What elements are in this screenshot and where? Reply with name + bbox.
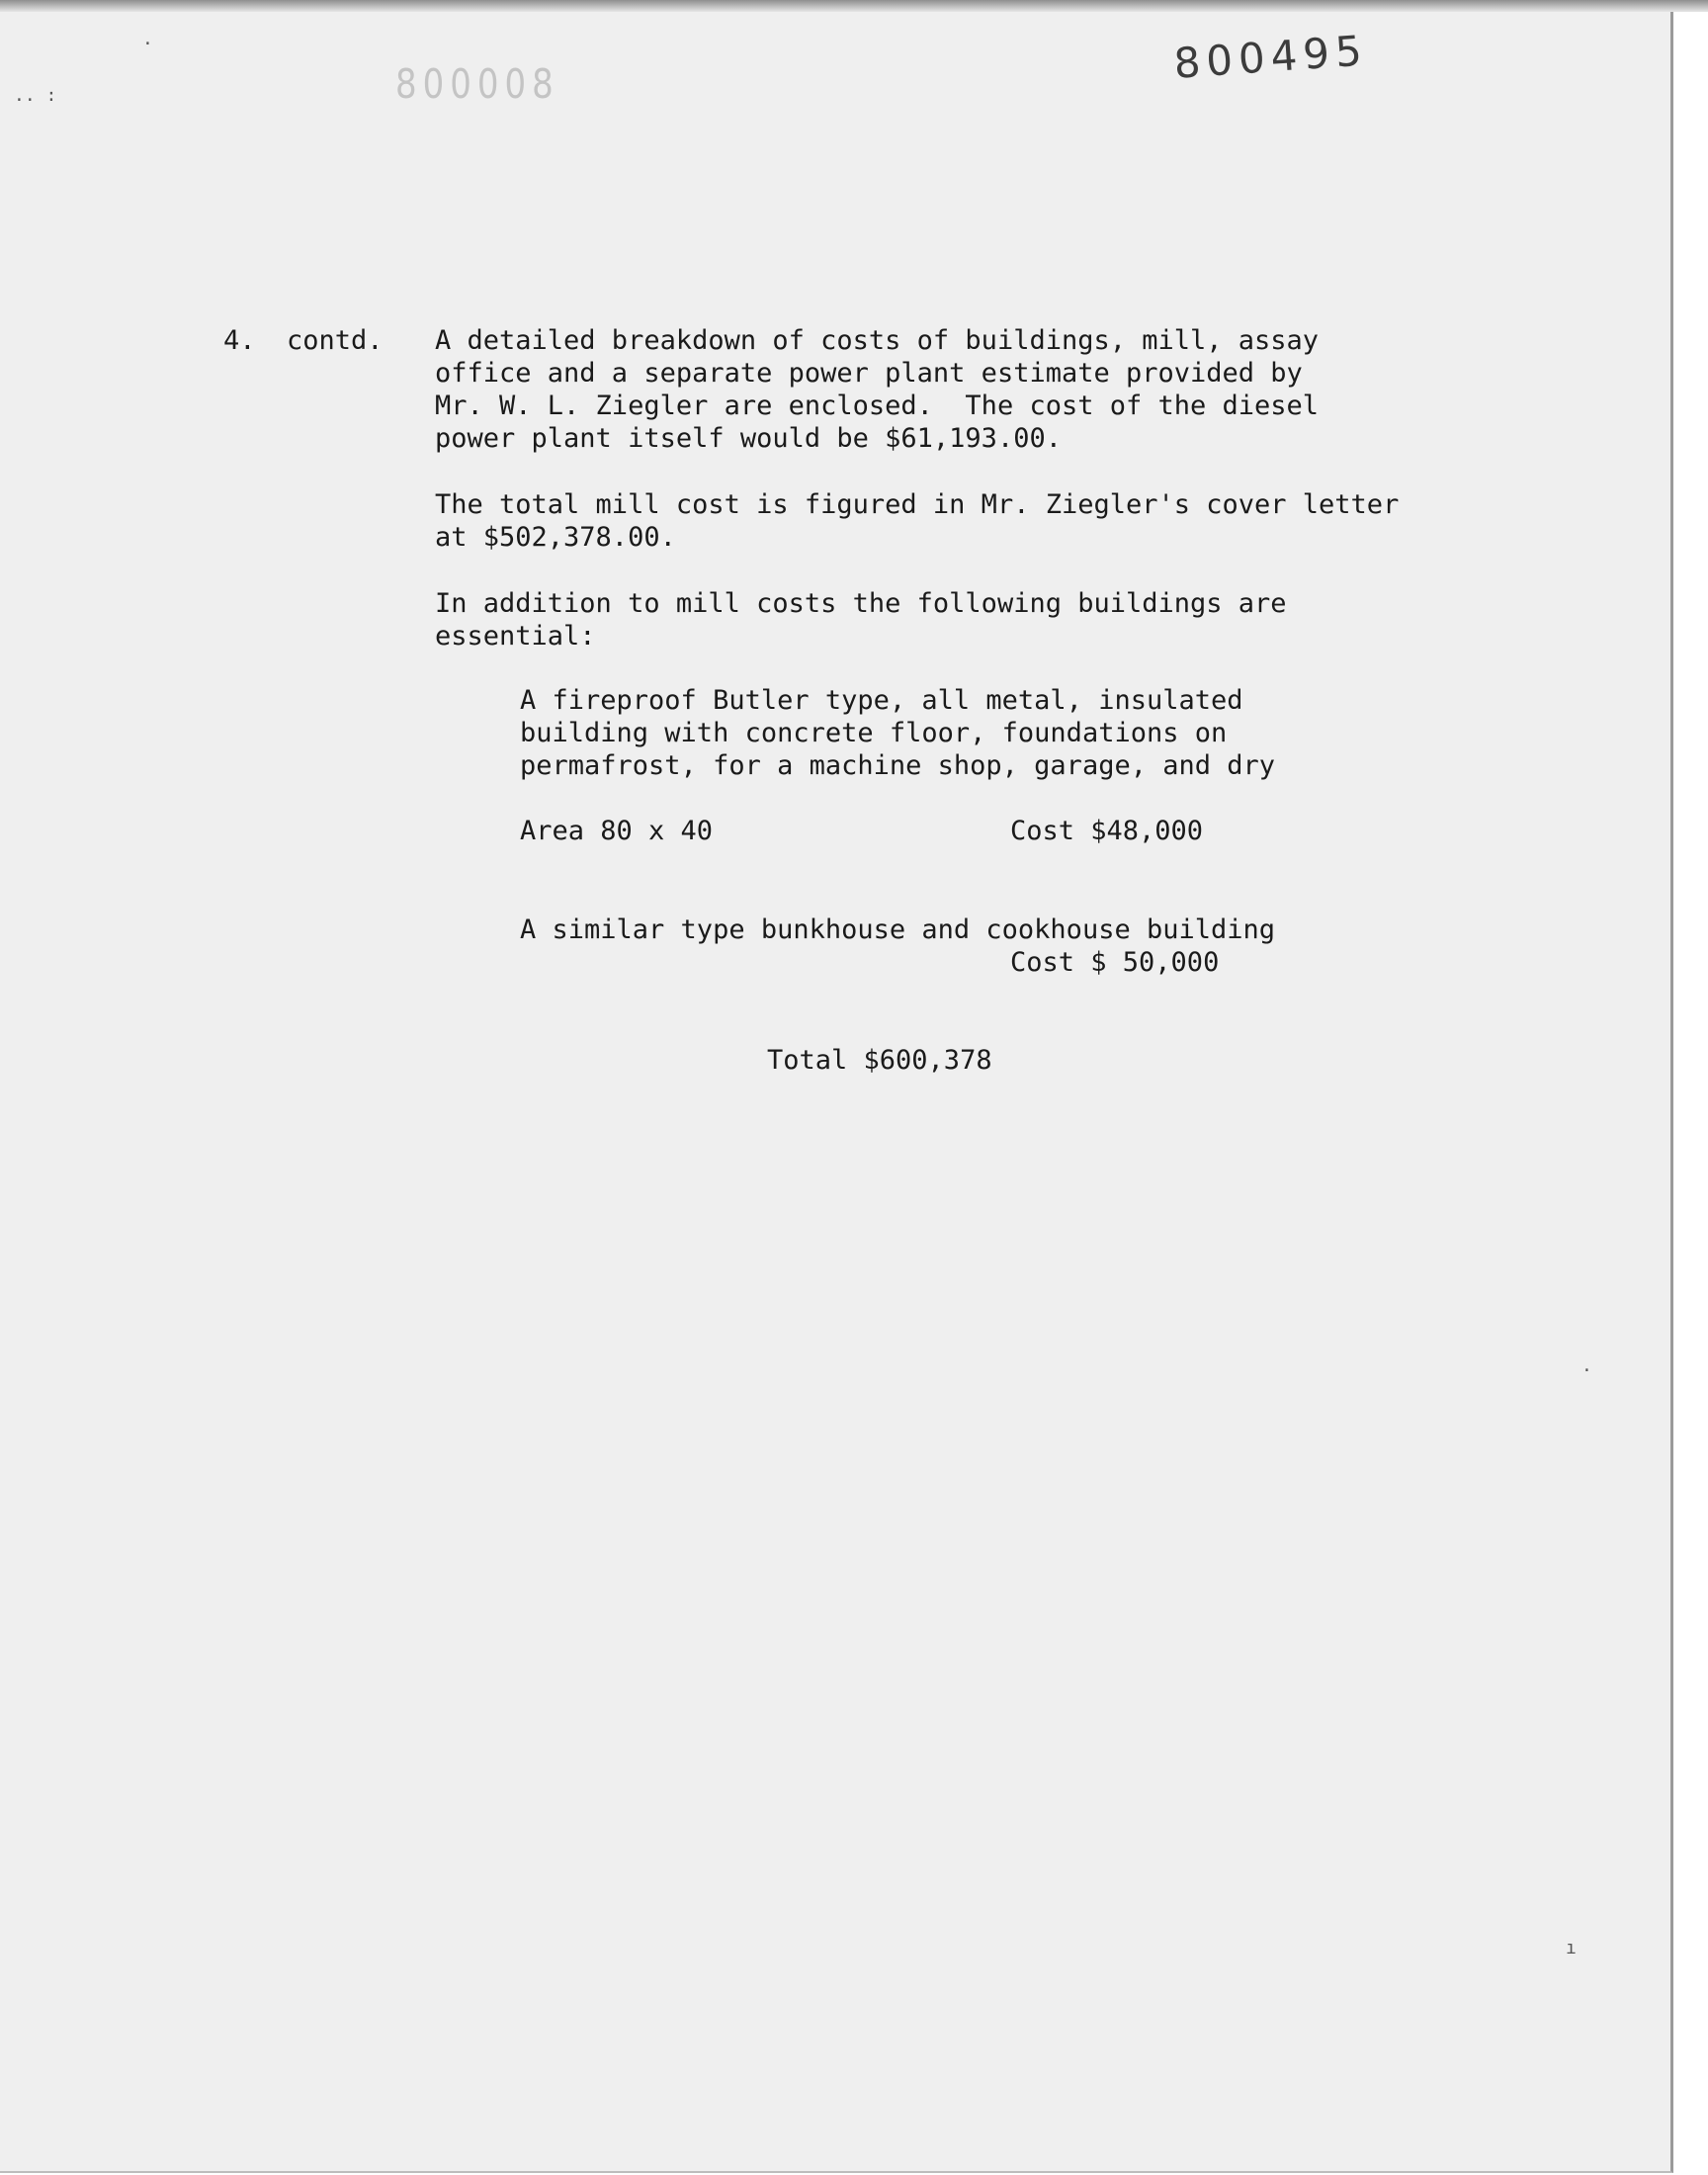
scan-speck: · xyxy=(1581,1360,1592,1381)
paragraph-2-line-2: at $502,378.00. xyxy=(435,522,676,553)
building-1-cost: Cost $48,000 xyxy=(1010,816,1204,846)
building-1-line-2: building with concrete floor, foundations on xyxy=(520,718,1228,748)
building-1-line-3: permafrost, for a machine shop, garage, and dry xyxy=(520,750,1276,781)
scan-speck: · xyxy=(142,34,153,54)
section-label: contd. xyxy=(287,325,384,356)
paragraph-3-line-2: essential: xyxy=(435,621,596,652)
grand-total: Total $600,378 xyxy=(767,1045,992,1076)
paragraph-2-line-1: The total mill cost is figured in Mr. Ziegler's cover letter xyxy=(435,489,1400,520)
document-number: 800495 xyxy=(1172,26,1370,88)
building-1-area: Area 80 x 40 xyxy=(520,816,714,846)
paragraph-1-line-2: office and a separate power plant estimate provided by xyxy=(435,358,1303,389)
paragraph-1-line-4: power plant itself would be $61,193.00. xyxy=(435,423,1062,454)
building-2-description: A similar type bunkhouse and cookhouse building xyxy=(520,914,1276,945)
section-number: 4. xyxy=(223,325,256,356)
scan-speck: .. : xyxy=(14,85,57,106)
faded-document-number: 800008 xyxy=(395,61,559,109)
paragraph-1-line-3: Mr. W. L. Ziegler are enclosed. The cost of the diesel xyxy=(435,391,1320,421)
paragraph-3-line-1: In addition to mill costs the following buildings are xyxy=(435,588,1287,619)
building-2-cost: Cost $ 50,000 xyxy=(1010,947,1220,978)
scan-speck: ı xyxy=(1566,1938,1577,1958)
building-1-line-1: A fireproof Butler type, all metal, insulated xyxy=(520,685,1243,716)
paragraph-1-line-1: A detailed breakdown of costs of buildings, mill, assay xyxy=(435,325,1320,356)
page-top-shadow xyxy=(0,0,1708,12)
